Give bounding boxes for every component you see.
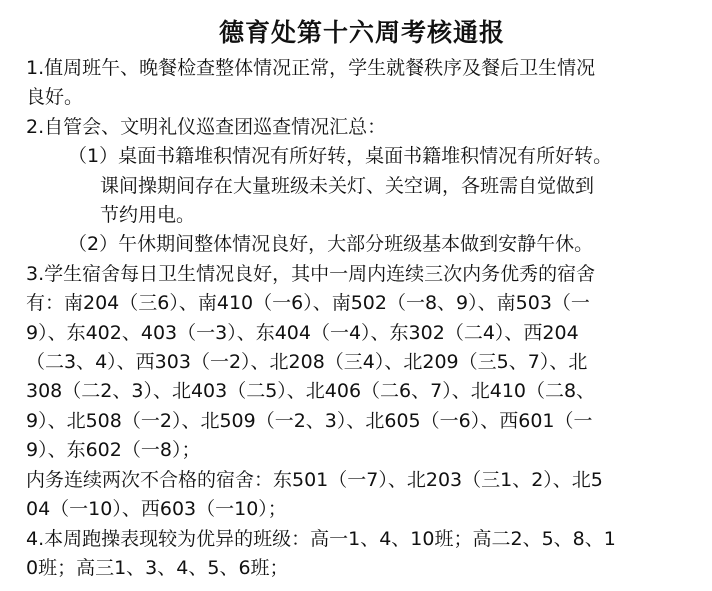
item-2-heading: 2.自管会、文明礼仪巡查团巡查情况汇总： [26, 115, 387, 138]
item-3-line-3: 9）、东402、403（一3）、东404（一4）、东302（二4）、西204 [26, 321, 579, 344]
item-3-line-5: 308（二2、3）、北403（二5）、北406（二6、7）、北410（二8、 [26, 380, 596, 403]
item-3-line-4: （二3、4）、西303（一2）、北208（三4）、北209（三5、7）、北 [26, 351, 588, 374]
sub-item-1-line-3: 节约用电。 [100, 204, 196, 227]
notice-title: 德育处第十六周考核通报 [218, 18, 505, 47]
item-3-line-2: 有：南204（三6）、南410（一6）、南502（一8、9）、南503（一 [26, 292, 590, 315]
item-1-line-1: 1.值周班午、晚餐检查整体情况正常，学生就餐秩序及餐后卫生情况 [26, 57, 596, 79]
failed-dorms-line-2: 04（一10）、西603（一10）； [26, 498, 287, 521]
sub-item-1-line-2: 课间操期间存在大量班级未关灯、关空调，各班需自觉做到 [100, 174, 595, 197]
item-3-line-1: 3.学生宿舍每日卫生情况良好，其中一周内连续三次内务优秀的宿舍 [26, 262, 596, 285]
sub-item-1-line-1: （1）桌面书籍堆积情况有所好转，桌面书籍堆积情况有所好转。 [68, 145, 613, 168]
failed-dorms-line-1: 内务连续两次不合格的宿舍：东501（一7）、北203（三1、2）、北5 [26, 468, 603, 491]
item-1-line-2: 良好。 [26, 86, 84, 109]
notice-body [26, 54, 698, 583]
item-3-line-7: 9）、东602（一8）； [26, 439, 201, 462]
item-3-line-6: 9）、北508（一2）、北509（一2、3）、北605（一6）、西601（一 [26, 409, 593, 432]
sub-item-2-line-1: （2）午休期间整体情况良好，大部分班级基本做到安静午休。 [68, 233, 594, 256]
item-4-line-1: 4.本周跑操表现较为优异的班级：高一1、4、10班；高二2、5、8、1 [26, 527, 616, 550]
item-4-line-2: 0班；高三1、3、4、5、6班； [26, 556, 289, 579]
